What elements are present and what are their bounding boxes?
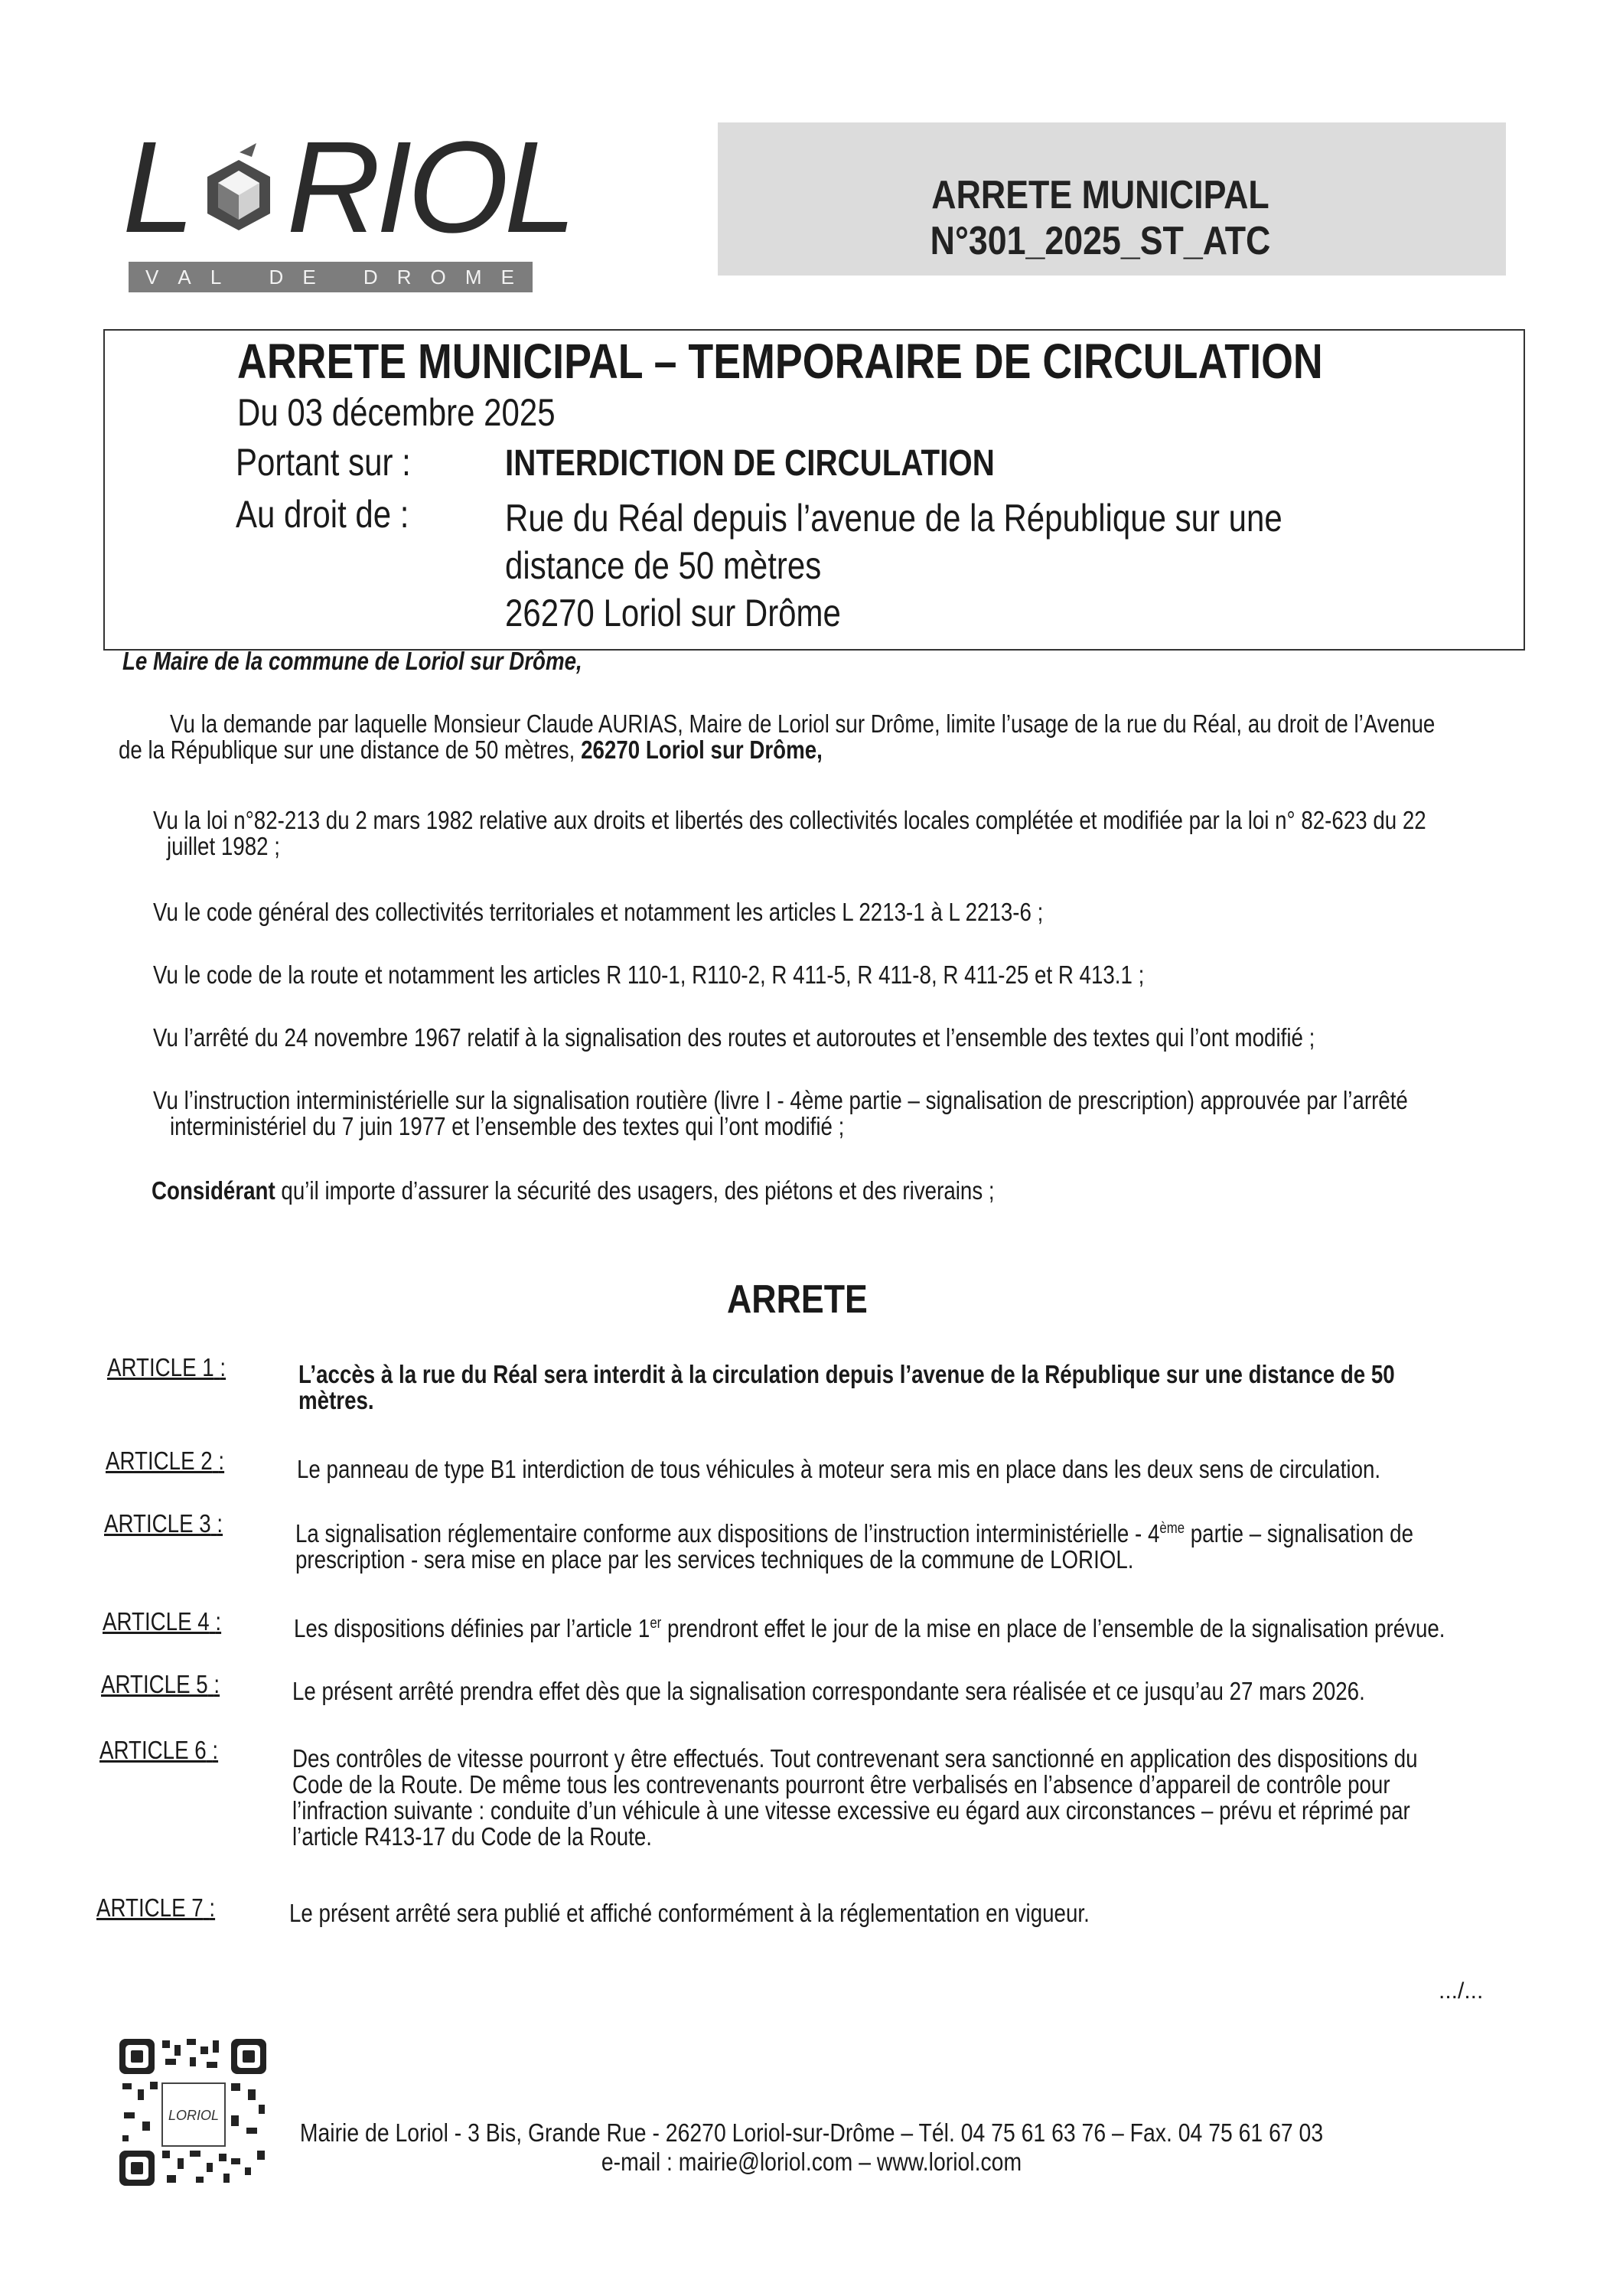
article-text: Le présent arrêté prendra effet dès que la signalisation correspondante sera réalisée et ce jusqu’au 27 mars 2026.: [292, 1677, 1365, 1705]
location-label: Au droit de :: [236, 493, 409, 536]
logo-wordmark: [122, 115, 572, 260]
vu-route-line: [153, 960, 1145, 989]
logo-tagline-letter: A: [178, 266, 193, 289]
vu-instruction-line: [153, 1088, 1408, 1113]
vu-text-bold: 26270 Loriol sur Drôme,: [581, 735, 823, 764]
continuation-mark: .../...: [1439, 1978, 1484, 2004]
article-text: Des contrôles de vitesse pourront y être effectués. Tout contrevenant sera sanctionné en application des dispositions du: [292, 1744, 1418, 1773]
article-label: [106, 1446, 224, 1476]
considerant-line: [152, 1176, 995, 1205]
subject-label: Portant sur :: [236, 441, 411, 484]
article-colon: :: [212, 1736, 219, 1764]
logo-tagline-letter: L: [210, 266, 223, 289]
article-label: [103, 1607, 221, 1636]
vu-word: Vu: [170, 709, 195, 738]
logo-tagline-letter: O: [430, 266, 448, 289]
article-text-part: partie – signalisation de: [1185, 1519, 1414, 1548]
vu-loi-line: [153, 808, 1426, 833]
article-label-text: ARTICLE 4: [103, 1607, 210, 1636]
article-label-text: ARTICLE 7: [96, 1893, 204, 1922]
logo-tagline-letter: D: [363, 266, 380, 289]
considerant-word: Considérant: [152, 1176, 275, 1205]
article-colon: :: [215, 1607, 222, 1636]
article-label: [96, 1893, 215, 1923]
vu-word: Vu: [153, 806, 178, 834]
article-text-part: prendront effet le jour de la mise en place de l’ensemble de la signalisation prévue.: [661, 1614, 1445, 1642]
footer-contact: e-mail : mairie@loriol.com – www.loriol.com: [601, 2148, 1022, 2176]
logo-letter-l: L: [122, 115, 191, 260]
logo-tagline-band: [129, 262, 533, 292]
article-text: l’article R413-17 du Code de la Route.: [292, 1822, 652, 1851]
vu-cgct-line: [153, 900, 1043, 925]
document-date: Du 03 décembre 2025: [237, 391, 556, 434]
mayor-line: Le Maire de la commune de Loriol sur Drôme,: [122, 647, 582, 675]
logo-tagline-letter: V: [145, 266, 161, 289]
vu-arrete-line: [153, 1023, 1315, 1052]
document-title: ARRETE MUNICIPAL – TEMPORAIRE DE CIRCULATION: [237, 334, 1323, 389]
article-superscript: ème: [1159, 1520, 1185, 1537]
article-label: [107, 1353, 226, 1382]
article-text: Le présent arrêté sera publié et affiché conformément à la réglementation en vigueur.: [289, 1899, 1090, 1927]
vu-loi-line: juillet 1982 ;: [167, 832, 280, 860]
article-label-text: ARTICLE 6: [99, 1736, 207, 1764]
arrete-heading: ARRETE: [727, 1277, 868, 1322]
logo-apple-icon: [194, 122, 284, 213]
location-line: 26270 Loriol sur Drôme: [505, 592, 841, 634]
logo-tagline-letter: M: [464, 266, 484, 289]
article-text: l’infraction suivante : conduite d’un véhicule à une vitesse excessive eu égard aux circonstances – prévu et réprimé par: [292, 1796, 1410, 1825]
footer-address: Mairie de Loriol - 3 Bis, Grande Rue - 26270 Loriol-sur-Drôme – Tél. 04 75 61 63 76 – Fax. 04 75 61 67 03: [299, 2118, 1324, 2147]
article-label: [104, 1509, 223, 1538]
qr-logo-text: LORIOL: [168, 2108, 220, 2123]
article-text-part: Les dispositions définies par l’article 1: [294, 1614, 650, 1642]
vu-demande-line: [119, 735, 823, 764]
vu-word: Vu: [153, 898, 178, 926]
article-label: [99, 1736, 218, 1765]
article-text: L’accès à la rue du Réal sera interdit à la circulation depuis l’avenue de la République sur une distance de 50: [298, 1360, 1395, 1388]
vu-text: le code général des collectivités territoriales et notamment les articles L 2213-1 à L 2213-6 ;: [184, 898, 1044, 926]
logo-letters-riol: RIOL: [286, 115, 572, 260]
vu-text: l’arrêté du 24 novembre 1967 relatif à la signalisation des routes et autoroutes et l’ensemble des textes qui l’ont modifié ;: [184, 1023, 1315, 1052]
article-text: prescription - sera mise en place par les services techniques de la commune de LORIOL.: [295, 1545, 1134, 1574]
article-text-part: La signalisation réglementaire conforme aux dispositions de l’instruction interministérielle - 4: [295, 1519, 1160, 1548]
logo-tagline-letter: D: [269, 266, 285, 289]
vu-text: l’instruction interministérielle sur la signalisation routière (livre I - 4ème partie – signalisation de prescription) approuvée par l’arrêté: [184, 1086, 1408, 1114]
article-text: [294, 1616, 1445, 1641]
article-text: [295, 1521, 1413, 1546]
article-colon: :: [220, 1353, 227, 1381]
article-label-text: ARTICLE 5: [101, 1670, 208, 1698]
article-colon: :: [218, 1446, 225, 1475]
vu-word: Vu: [153, 1086, 178, 1114]
considerant-text: qu’il importe d’assurer la sécurité des usagers, des piétons et des riverains ;: [275, 1176, 995, 1205]
article-label-text: ARTICLE 1: [107, 1353, 214, 1381]
article-colon: :: [213, 1670, 220, 1698]
vu-instruction-line: interministériel du 7 juin 1977 et l’ensemble des textes qui l’ont modifié ;: [170, 1112, 845, 1140]
article-label-text: ARTICLE 2: [106, 1446, 213, 1475]
article-text: Code de la Route. De même tous les contrevenants pourront être verbalisés en l’absence d’appareil de contrôle pour: [292, 1770, 1390, 1799]
subject-value: INTERDICTION DE CIRCULATION: [505, 443, 995, 484]
article-label: [101, 1670, 220, 1699]
vu-text: la demande par laquelle Monsieur Claude AURIAS, Maire de Loriol sur Drôme, limite l’usage de la rue du Réal, au droit de l’Avenue: [200, 709, 1436, 738]
location-line: Rue du Réal depuis l’avenue de la République sur une: [505, 497, 1282, 540]
vu-text: le code de la route et notamment les articles R 110-1, R110-2, R 411-5, R 411-8, R 411-25 et R 413.1 ;: [184, 960, 1145, 989]
logo-tagline-letter: R: [396, 266, 413, 289]
vu-text: de la République sur une distance de 50 mètres,: [119, 735, 582, 764]
vu-demande-line: [170, 709, 1436, 738]
logo-tagline-letter: E: [302, 266, 318, 289]
location-line: distance de 50 mètres: [505, 544, 822, 587]
vu-word: Vu: [153, 960, 178, 989]
vu-word: Vu: [153, 1023, 178, 1052]
article-label-text: ARTICLE 3: [104, 1509, 211, 1538]
article-colon: :: [217, 1509, 223, 1538]
arrete-number: ARRETE MUNICIPAL N°301_2025_ST_ATC: [930, 173, 1271, 263]
vu-text: la loi n°82-213 du 2 mars 1982 relative aux droits et libertés des collectivités locales complétée et modifiée par la loi n° 82-623 du 22: [184, 806, 1426, 834]
logo-tagline-letter: E: [500, 266, 516, 289]
article-text: Le panneau de type B1 interdiction de tous véhicules à moteur sera mis en place dans les deux sens de circulation.: [297, 1455, 1381, 1483]
article-superscript: er: [650, 1615, 662, 1632]
article-colon: :: [209, 1893, 216, 1922]
article-text: mètres.: [298, 1386, 374, 1414]
